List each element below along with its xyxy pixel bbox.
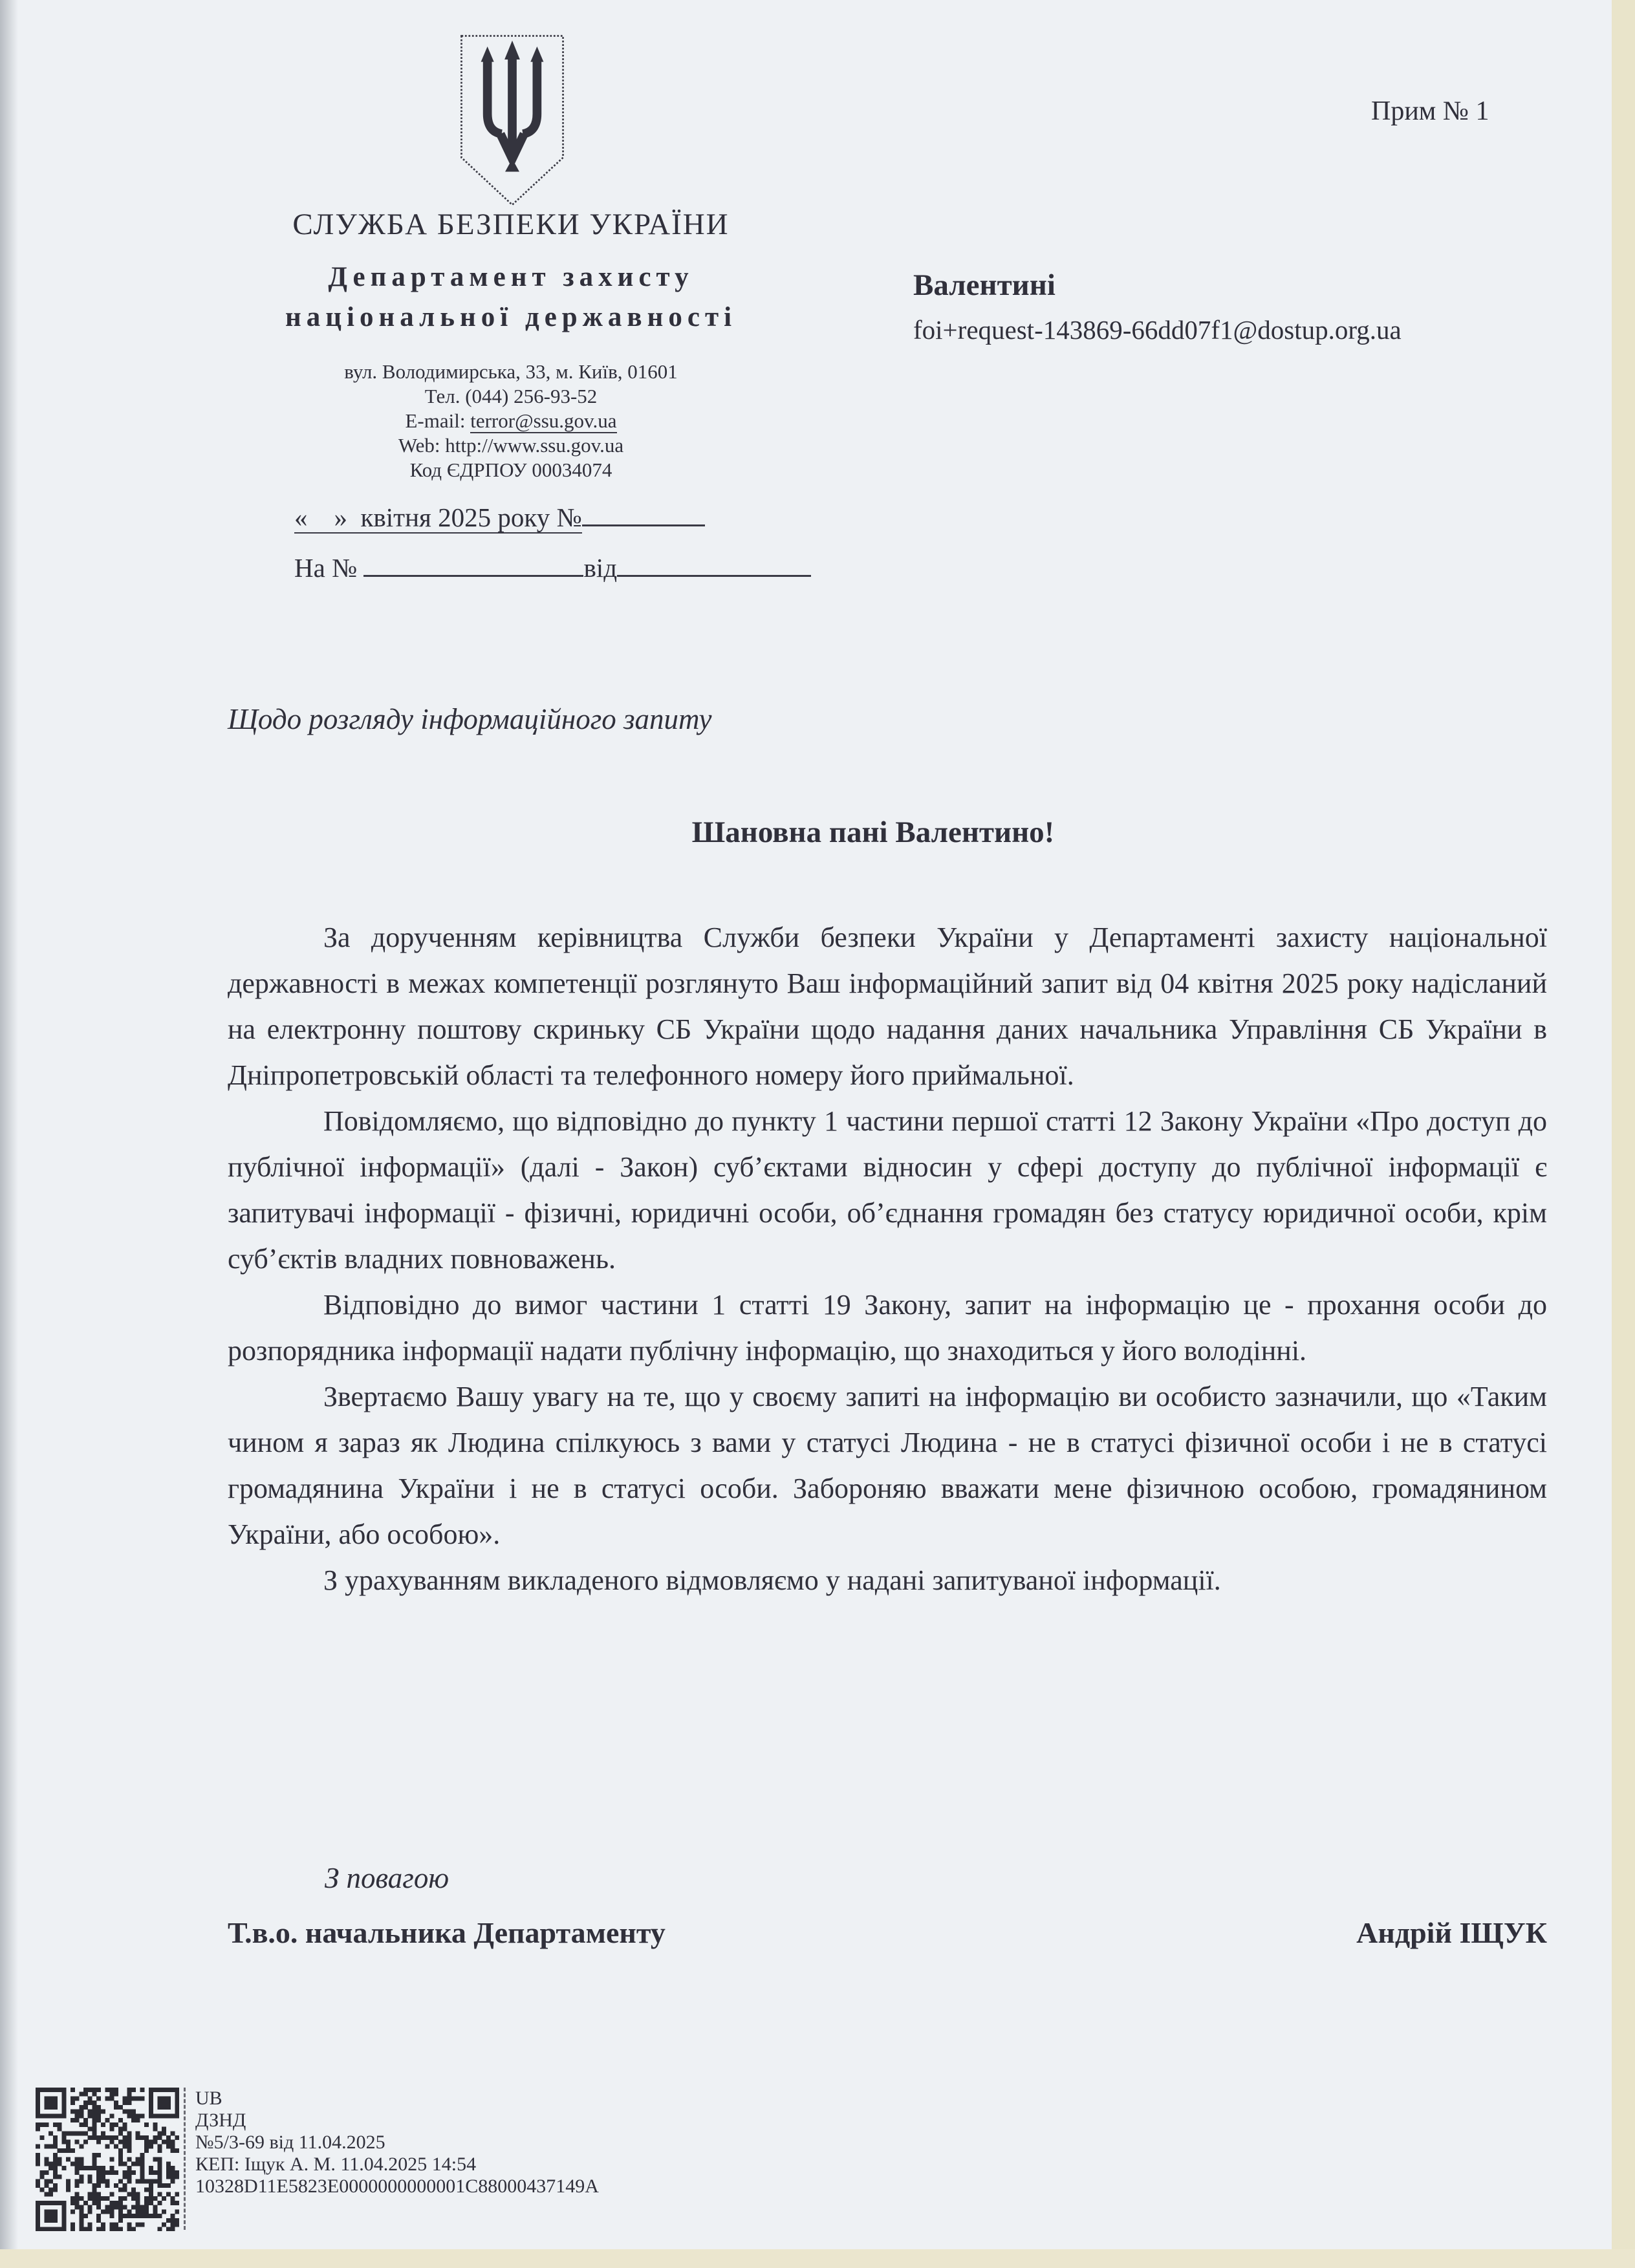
ref-label: На № (294, 553, 364, 583)
ref-date-blank (617, 548, 811, 577)
org-name: СЛУЖБА БЕЗПЕКИ УКРАЇНИ (292, 208, 730, 241)
signer-title: Т.в.о. начальника Департаменту (228, 1916, 666, 1949)
body-paragraph: Повідомляємо, що відповідно до пункту 1 частини першої статті 12 Закону України «Про доступ до публічної інформації» (далі - Закон) суб’єктами відносин у сфері доступу до публічної інформації є запитувачі інформації - фізичні, юридичні особи, об’єднання громадян без статусу юридичної особи, крім суб’єктів владних повноважень. (228, 1105, 1547, 1275)
body-paragraph: Звертаємо Вашу увагу на те, що у своєму запиті на інформацію ви особисто зазначили, що «Таким чином я зараз як Людина спілкуюсь з вами у статусі Людина - не в статусі фізичної особи і не в статусі громадянина України і не в статусі особи. Забороняю вважати мене фізичною особою, громадянином України, або особою». (228, 1381, 1547, 1550)
stamp-line-2: ДЗНД (195, 2110, 246, 2131)
subject-line: Щодо розгляду інформаційного запиту (228, 703, 712, 735)
stamp-divider (184, 2088, 186, 2230)
salutation: Шановна пані Валентино! (691, 815, 1055, 849)
signature-row (228, 1916, 1547, 1950)
org-email-line (155, 409, 867, 433)
date-number-blank (582, 498, 705, 526)
org-phone: Тел. (044) 256-93-52 (424, 385, 598, 407)
stamp-line-1: UB (195, 2088, 222, 2109)
signer-name: Андрій ІЩУК (1356, 1916, 1547, 1949)
reference-line (294, 548, 811, 583)
contact-block (155, 360, 867, 482)
valediction: З повагою (325, 1862, 449, 1894)
org-edrpou: Код ЄДРПОУ 00034074 (409, 459, 612, 481)
department-line-1: Департамент захисту (328, 262, 694, 292)
body-paragraph: За дорученням керівництва Служби безпеки України у Департаменті захисту національної державності в межах компетенції розглянуто Ваш інформаційний запит від 04 квітня 2025 року надісланий на електронну поштову скриньку СБ України щодо надання даних начальника Управління СБ України в Дніпропетровській області та телефонного номеру його приймальної. (228, 922, 1547, 1091)
department-name (155, 257, 867, 338)
recipient-email: foi+request-143869-66dd07f1@dostup.org.ua (913, 315, 1402, 345)
letter-body (228, 914, 1547, 1603)
stamp-line-4: КЕП: Іщук А. М. 11.04.2025 14:54 (195, 2154, 477, 2175)
exhibit-label: Прим № 1 (1371, 96, 1489, 126)
date-line (294, 498, 705, 533)
email-label: E-mail: (405, 409, 471, 432)
qr-code (36, 2088, 179, 2231)
org-address: вул. Володимирська, 33, м. Київ, 01601 (344, 360, 678, 383)
body-paragraph: З урахуванням викладеного відмовляємо у надані запитуваної інформації. (323, 1564, 1221, 1596)
date-line-text: « » квітня 2025 року № (294, 502, 582, 532)
ref-number-blank (363, 548, 583, 577)
org-web: Web: http://www.ssu.gov.ua (398, 434, 624, 457)
org-email: terror@ssu.gov.ua (470, 409, 617, 432)
stamp-line-3: №5/3-69 від 11.04.2025 (195, 2132, 385, 2153)
tryzub-emblem-icon (451, 32, 574, 210)
recipient-name: Валентині (913, 268, 1056, 302)
ref-from-label: від (583, 553, 618, 583)
scan-edge-left (0, 0, 18, 2268)
department-line-2: національної державності (285, 302, 737, 332)
stamp-line-5: 10328D11E5823E0000000000001C88000437149A (195, 2176, 599, 2197)
scan-edge-bottom (0, 2249, 1635, 2268)
scan-edge-right (1612, 0, 1635, 2268)
stamp-text-block (195, 2088, 599, 2198)
body-paragraph: Відповідно до вимог частини 1 статті 19 Закону, запит на інформацію це - прохання особи до розпорядника інформації надати публічну інформацію, що знаходиться у його володінні. (228, 1289, 1547, 1366)
